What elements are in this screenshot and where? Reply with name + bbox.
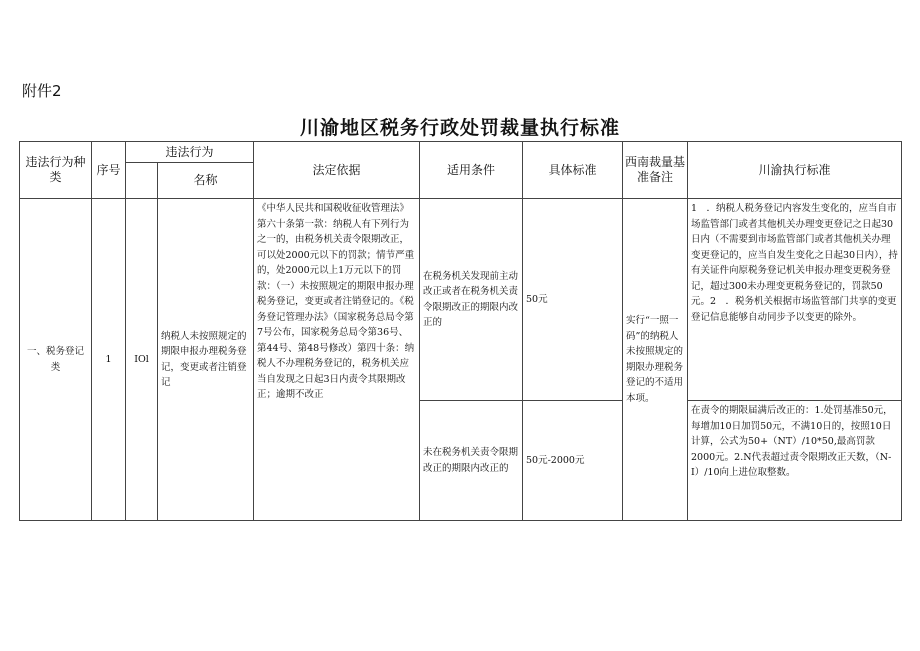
standard-cell-1: 50元: [523, 199, 623, 401]
legal-basis-cell: 《中华人民共和国税收征收管理法》第六十条第一款：纳税人有下列行为之一的，由税务机关责令限期改正，可以处2000元以下的罚款；情节严重的，处2000元以上1万元以下的罚款：（一）未按照规定的期限申报办理税务登记，变更或者注销登记的。《税务登记管理办法》（国家税务总局令第7号公布，国家税务总局令第36号、第44号、第48号修改）第四十条：纳税人不办理税务登记的，税务机关应当自发现之日起3日内责令其限期改正；逾期不改正: [254, 199, 420, 521]
condition-cell-1: 在税务机关发现前主动改正或者在税务机关责令限期改正的期限内改正的: [420, 199, 523, 401]
seq-cell: 1: [92, 199, 126, 521]
category-cell: 一、税务登记类: [20, 199, 92, 521]
chuanyu-standard-cell-2: 在责令的期限届满后改正的：1.处罚基准50元，每增加10日加罚50元，不满10日的，按照10日计算，公式为50+（NT）/10*50,最高罚款2000元。2.N代表超过责令限期改正天数，（N-I）/10向上进位取整数。: [688, 401, 902, 521]
southwest-note-cell: 实行“一照一码”的纳税人未按照规定的期限办理税务登记的不适用本项。: [623, 199, 688, 521]
header-violation: 违法行为: [126, 142, 254, 163]
header-code-blank: [126, 163, 158, 199]
header-standard: 具体标准: [523, 142, 623, 199]
header-conditions: 适用条件: [420, 142, 523, 199]
condition-cell-2: 未在税务机关责令限期改正的期限内改正的: [420, 401, 523, 521]
header-category: 违法行为种类: [20, 142, 92, 199]
penalty-standard-table: [19, 141, 902, 521]
standard-cell-2: 50元-2000元: [523, 401, 623, 521]
appendix-label: 附件2: [22, 82, 62, 100]
header-chuanyu-standard: 川渝执行标准: [688, 142, 902, 199]
header-southwest-note: 西南裁量基准备注: [623, 142, 688, 199]
chuanyu-standard-cell-1: 1 ．纳税人税务登记内容发生变化的，应当自市场监管部门或者其他机关办理变更登记之日起30日内（不需要到市场监管部门或者其他机关办理变更登记的，应当自发生变化之日起30日内），持有关证件向原税务登记机关申报办理变更税务登记，超过300未办理变更税务登记的，罚款50元。2 ．税务机关根据市场监管部门共享的变更登记信息能够自动同步予以变更的除外。: [688, 199, 902, 401]
violation-name-cell: 纳税人未按照规定的期限申报办理税务登记，变更或者注销登记: [158, 199, 254, 521]
document-title: 川渝地区税务行政处罚裁量执行标准: [299, 117, 620, 139]
header-name: 名称: [158, 163, 254, 199]
code-cell: IOl: [126, 199, 158, 521]
header-seq: 序号: [92, 142, 126, 199]
header-basis: 法定依据: [254, 142, 420, 199]
